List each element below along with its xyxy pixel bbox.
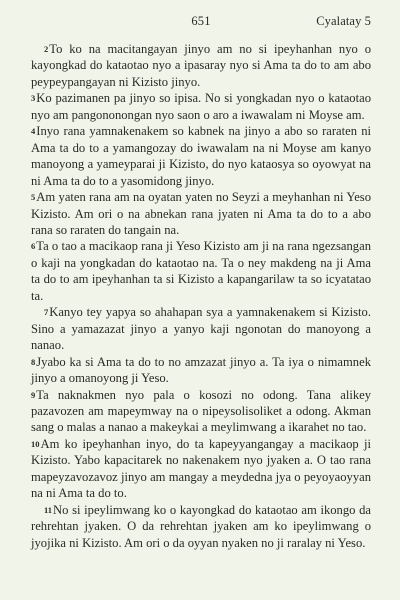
verse-text: Ta naknakmen nyo pala o kosozi no odong. Tana alikey pazavozen am mapeymway na o nipeysolisoliket a odong. Akman sang o malas a nanao a makeykai a meylimwang a ikarahet no tao. xyxy=(31,387,371,435)
verse-number: 10 xyxy=(31,438,40,449)
verse-number: 9 xyxy=(31,389,36,400)
verse-number: 7 xyxy=(44,307,49,318)
verse-text: Kanyo tey yapya so ahahapan sya a yamnakenakem si Kizisto. Sino a yamazazat jinyo a yanyo kaji ngonotan do manoyong a nanao. xyxy=(31,305,371,353)
verse-3 xyxy=(31,90,371,123)
page-number: 651 xyxy=(191,14,211,28)
verse-number: 2 xyxy=(44,44,49,54)
verse-number: 3 xyxy=(31,93,36,104)
verse-text: Am yaten rana am na oyatan yaten no Seyzi a meyhanhan ni Yeso Kizisto. Am ori o na abnekan rana jyaten ni Ama ta do to a abo rana so raraten do tangain na. xyxy=(31,190,371,237)
verse-5 xyxy=(31,189,371,238)
verse-number: 8 xyxy=(31,356,36,367)
verse-4 xyxy=(31,123,371,189)
verse-text: To ko na macitangayan jinyo am no si ipeyhanhan nyo o kayongkad do kataotao nyo a ipasaray nyo si Ama ta do to am abo peypeypangayan ni Kizisto jinyo. xyxy=(31,42,371,89)
verse-text: Ta o tao a macikaop rana ji Yeso Kizisto am ji na rana ngezsangan o kaji na yongkadan do kataotao na. Ta o ney makdeng na ji Ama ta do to am ipeyhanhan ta si Kizisto a kapangarilaw ta so icyatatao ta. xyxy=(31,239,371,303)
verse-text: No si ipeylimwang ko o kayongkad do kataotao am ikongo da rehrehtan jyaken. O da rehrehtan jyaken am ko ipeylimwang o jyojika ni Kizisto. Am ori o da oyyan nyaken no ji raralay ni Yeso. xyxy=(31,502,371,550)
verse-text: Ko pazimanen pa jinyo so ipisa. No si yongkadan nyo o kataotao nyo am pangononongan nyo saon o aro a iwawalam ni Moyse am. xyxy=(31,91,371,122)
verse-text: Am ko ipeyhanhan inyo, do ta kapeyyangangay a macikaop ji Kizisto. Yabo kapacitarek no nakenakem nyo jyaken a. O tao rana mapeyzavozavoz jinyo am mangay a meydedna jya o peyoyaoyyan na ni Ama ta do to. xyxy=(31,436,371,501)
verse-number: 5 xyxy=(31,192,36,203)
running-head: Cyalatay 5 xyxy=(316,14,371,28)
verse-number: 11 xyxy=(44,504,53,515)
verse-6 xyxy=(31,238,371,304)
verse-9 xyxy=(31,387,371,436)
verse-text: Inyo rana yamnakenakem so kabnek na jinyo a abo so raraten ni Ama ta do to a yamangozay do iwawalam na ni Moyse am kanyo manoyong a yameyparai ji Kizisto, do nyo kataosya so oyowyat na ni Ama ta do to a yasomidong jinyo. xyxy=(31,124,371,188)
verse-10 xyxy=(31,436,371,502)
verse-7 xyxy=(31,304,371,353)
verse-8 xyxy=(31,354,371,387)
verse-number: 6 xyxy=(31,241,36,252)
page-header xyxy=(31,10,371,32)
verse-number: 4 xyxy=(31,126,36,137)
scripture-text xyxy=(31,41,371,551)
verse-2 xyxy=(31,41,371,90)
verse-text: Jyabo ka si Ama ta do to no amzazat jinyo a. Ta iya o nimamnek jinyo a omanoyong ji Yeso. xyxy=(31,354,371,386)
verse-11 xyxy=(31,502,371,551)
